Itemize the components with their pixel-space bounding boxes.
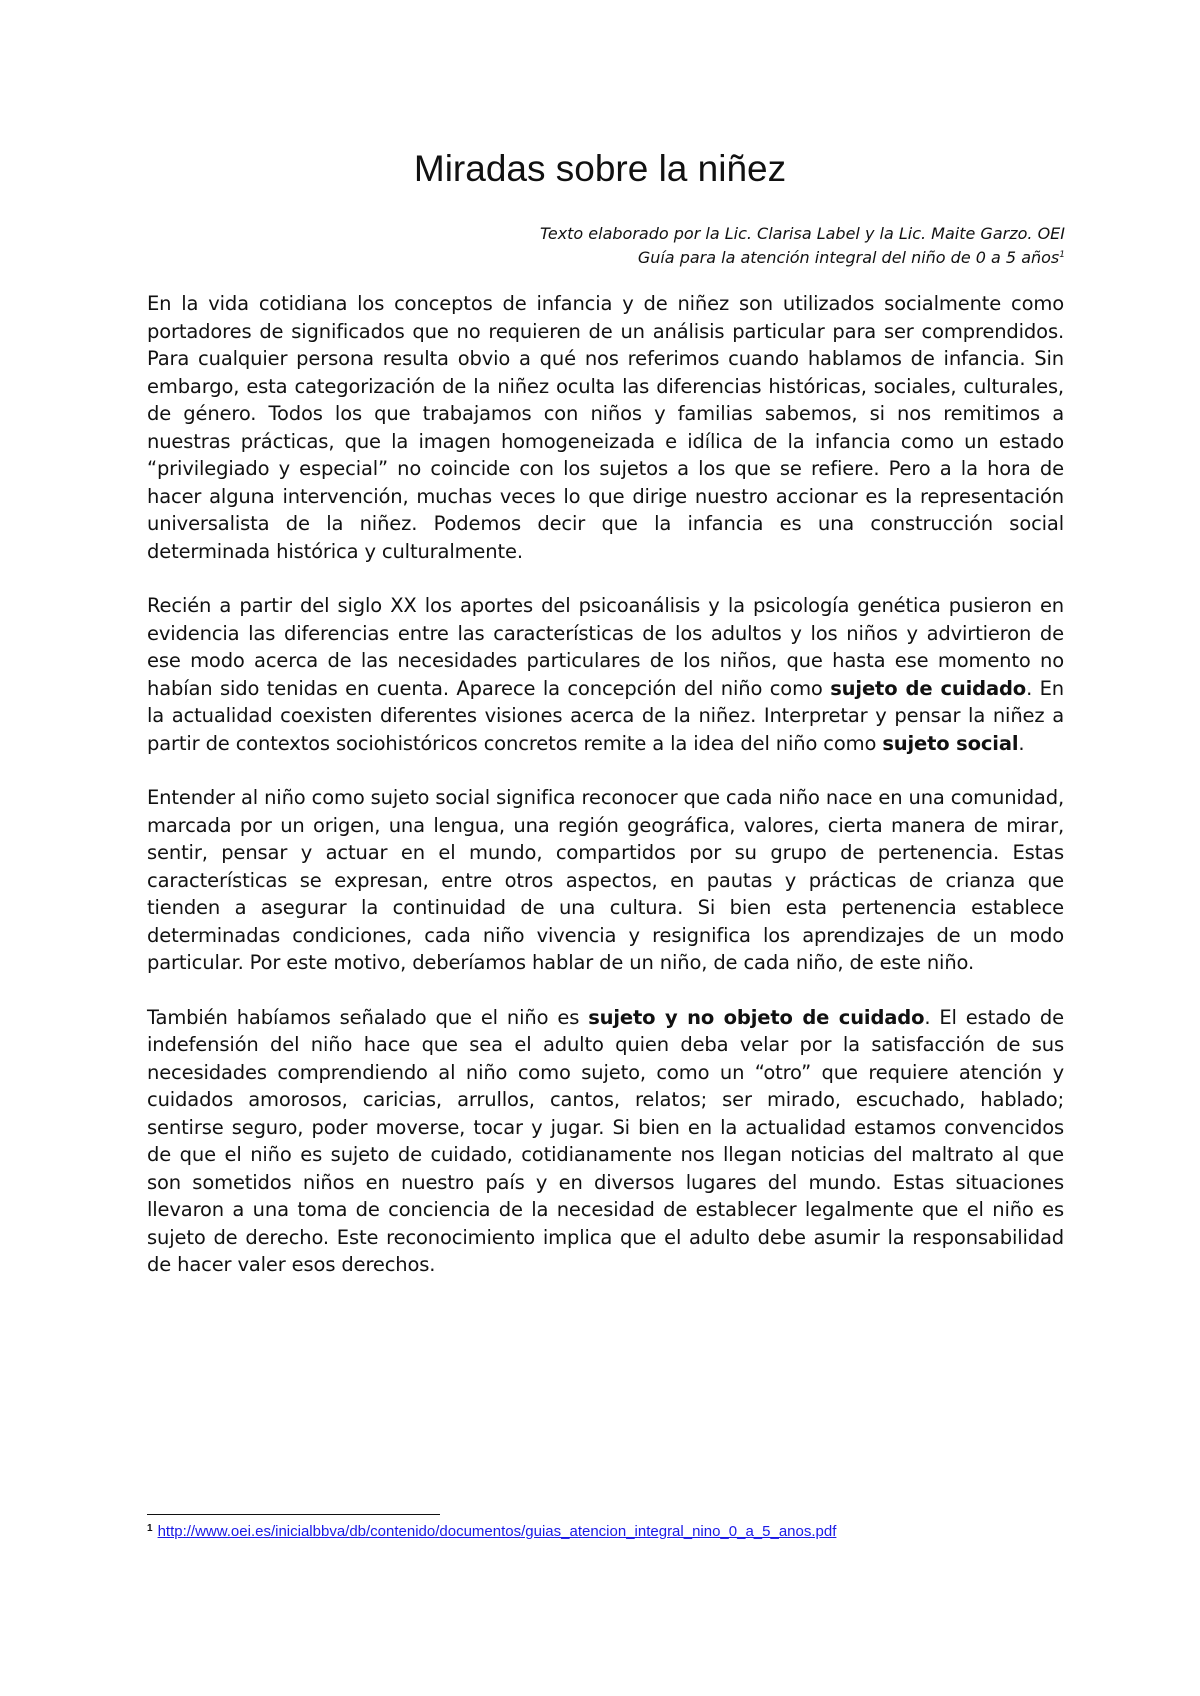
paragraph-4-text-b: . El estado de indefensión del niño hace que sea el adulto quien deba velar por la satisfacción de sus necesidades comprendiendo al niño como sujeto, como un “otro” que requiere atención y cuidados amorosos, caricias, arrullos, cantos, relatos; ser mirado, escuchado, hablado; sentirse seguro, poder moverse, tocar y jugar. Si bien en la actualidad estamos convencidos de que el niño es sujeto de cuidado, cotidianamente nos llegan noticias del maltrato al que son sometidos niños en nuestro país y en diversos lugares del mundo. Estas situaciones llevaron a una toma de conciencia de la necesidad de establecer legalmente que el niño es sujeto de derecho. Este reconocimiento implica que el adulto debe asumir la responsabilidad de hacer valer esos derechos.	[147, 1005, 1065, 1276]
document-body	[147, 290, 1064, 1306]
footnote-link[interactable]: http://www.oei.es/inicialbbva/db/contenido/documentos/guias_atencion_integral_nino_0_a_5_anos.pdf	[157, 1523, 837, 1540]
bold-term-sujeto-de-cuidado: sujeto de cuidado	[830, 676, 1027, 700]
attribution-block	[365, 222, 1065, 270]
footnote	[147, 1522, 836, 1542]
attribution-authors: Texto elaborado por la Lic. Clarisa Label y la Lic. Maite Garzo. OEI	[540, 224, 1065, 243]
paragraph-2	[147, 592, 1064, 757]
document-title: Miradas sobre la niñez	[413, 148, 787, 189]
paragraph-3: Entender al niño como sujeto social significa reconocer que cada niño nace en una comunidad, marcada por un origen, una lengua, una región geográfica, valores, cierta manera de mirar, sentir, pensar y actuar en el mundo, compartidos por su grupo de pertenencia. Estas características se expresan, entre otros aspectos, en pautas y prácticas de crianza que tienden a asegurar la continuidad de una cultura. Si bien esta pertenencia establece determinadas condiciones, cada niño vivencia y resignifica los aprendizajes de un modo particular. Por este motivo, deberíamos hablar de un niño, de cada niño, de este niño.	[147, 786, 1064, 974]
attribution-guide-title: Guía para la atención integral del niño de 0 a 5 años	[637, 248, 1060, 267]
paragraph-4-text-a: También habíamos señalado que el niño es	[147, 1005, 589, 1029]
paragraph-2-text-c: .	[1018, 731, 1025, 755]
bold-term-sujeto-social: sujeto social	[882, 731, 1019, 755]
paragraph-4	[147, 1004, 1064, 1279]
attribution-source	[365, 246, 1065, 270]
footnote-separator	[147, 1514, 440, 1515]
footnote-number: 1	[147, 1523, 153, 1534]
paragraph-2-text-a: Recién a partir del siglo XX los aportes del psicoanálisis y la psicología genética pusieron en evidencia las diferencias entre las características de los adultos y los niños y advirtieron de ese modo acerca de las necesidades particulares de los niños, que hasta ese momento no habían sido tenidas en cuenta. Aparece la concepción del niño como	[147, 594, 1064, 700]
footnote-reference[interactable]: 1	[1059, 250, 1065, 260]
paragraph-2-text-b: . En la actualidad coexisten diferentes visiones acerca de la niñez. Interpretar y pensar la niñez a partir de contextos sociohistóricos concretos remite a la idea del niño como	[147, 676, 1064, 755]
bold-term-sujeto-no-objeto: sujeto y no objeto de cuidado	[588, 1005, 925, 1029]
paragraph-1: En la vida cotidiana los conceptos de infancia y de niñez son utilizados socialmente como portadores de significados que no requieren de un análisis particular para ser comprendidos. Para cualquier persona resulta obvio a qué nos referimos cuando hablamos de infancia. Sin embargo, esta categorización de la niñez oculta las diferencias históricas, sociales, culturales, de género. Todos los que trabajamos con niños y familias sabemos, si nos remitimos a nuestras prácticas, que la imagen homogeneizada e idílica de la infancia como un estado “privilegiado y especial” no coincide con los sujetos a los que se refiere. Pero a la hora de hacer alguna intervención, muchas veces lo que dirige nuestro accionar es la representación universalista de la niñez. Podemos decir que la infancia es una construcción social determinada histórica y culturalmente.	[147, 292, 1064, 563]
